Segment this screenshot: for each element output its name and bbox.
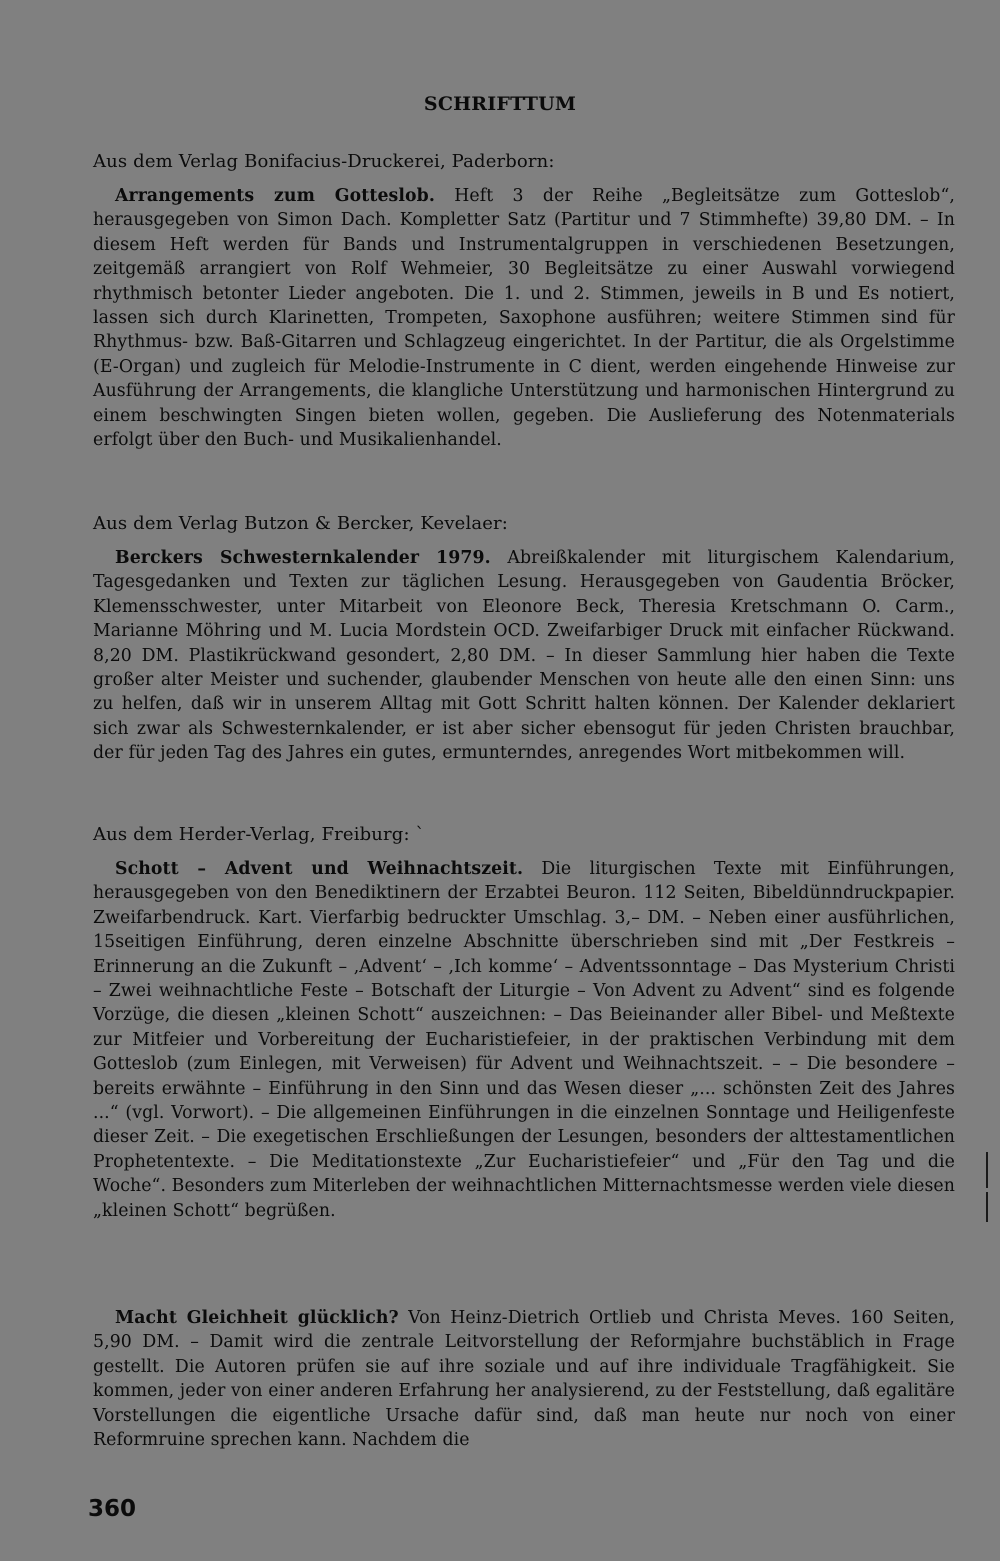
entry-text: Abreißkalender mit liturgischem Kalendarium, Tagesgedanken und Texten zur täglichen Lesung. Herausgegeben von Gaudentia Bröcker, Klemensschwester, unter Mitarbeit von Eleonore Beck, Theresia Kretschmann O. Carm., Marianne Möhring und M. Lucia Mordstein OCD. Zweifarbiger Druck mit einfacher Rückwand. 8,20 DM. Plastikrückwand gesondert, 2,80 DM. – In dieser Sammlung hier haben die Texte großer alter Meister und suchender, glaubender Menschen von heute alle den einen Sinn: uns zu helfen, daß wir in unserem Alltag mit Gott Schritt halten können. Der Kalender deklariert sich zwar als Schwesternkalender, er ist aber sicher ebensogut für jeden Christen brauchbar, der für jeden Tag des Jahres ein gutes, ermunterndes, anregendes Wort mitbekommen will. [93,548,955,764]
review-entry [93,184,955,452]
entry-text: Die liturgischen Texte mit Einführungen, herausgegeben von den Benediktinern der Erzabtei Beuron. 112 Seiten, Bibeldünndruckpapier. Zweifarbendruck. Kart. Vierfarbig bedruckter Umschlag. 3,– DM. – Neben einer ausführlichen, 15seitigen Einführung, deren einzelne Abschnitte überschrieben sind mit „Der Festkreis – Erinnerung an die Zukunft – ‚Advent‘ – ‚Ich komme‘ – Adventssonntage – Das Mysterium Christi – Zwei weihnachtliche Feste – Botschaft der Liturgie – Von Advent zu Advent“ sind es folgende Vorzüge, die diesen „kleinen Schott“ auszeichnen: – Das Beieinander aller Bibel- und Meßtexte zur Mitfeier und Vorbereitung der Eucharistiefeier, in der praktischen Verbindung mit dem Gotteslob (zum Einlegen, mit Verweisen) für Advent und Weihnachtszeit. – – Die besondere – bereits erwähnte – Einführung in den Sinn und das Wesen dieser „... schönsten Zeit des Jahres ...“ (vgl. Vorwort). – Die allgemeinen Einführungen in die einzelnen Sonntage und Heiligenfeste dieser Zeit. – Die exegetischen Erschließungen der Lesungen, besonders der alttestamentlichen Prophetentexte. – Die Meditationstexte „Zur Eucharistiefeier“ und „Für den Tag und die Woche“. Besonders zum Miterleben der weihnachtlichen Mitternachtsmesse werden viele diesen „kleinen Schott“ begrüßen. [93,859,955,1221]
page-title: SCHRIFTTUM [423,93,577,115]
publisher-heading: Aus dem Herder-Verlag, Freiburg: ` [93,824,425,845]
entry-text: Heft 3 der Reihe „Begleitsätze zum Gotteslob“, herausgegeben von Simon Dach. Kompletter Satz (Partitur und 7 Stimmhefte) 39,80 DM. – In diesem Heft werden für Bands und Instrumentalgruppen in verschiedenen Besetzungen, zeitgemäß arrangiert von Rolf Wehmeier, 30 Begleitsätze zu einer Auswahl vorwiegend rhythmisch betonter Lieder angeboten. Die 1. und 2. Stimmen, jeweils in B und Es notiert, lassen sich durch Klarinetten, Trompeten, Saxophone ausführen; weitere Stimmen sind für Rhythmus- bzw. Baß-Gitarren und Schlagzeug eingerichtet. In der Partitur, die als Orgelstimme (E-Organ) und zugleich für Melodie-Instrumente in C dient, werden eingehende Hinweise zur Ausführung der Arrangements, die klangliche Unterstützung und harmonischen Hintergrund zu einem beschwingten Singen bieten wollen, gegeben. Die Auslieferung des Notenmaterials erfolgt über den Buch- und Musikalienhandel. [93,186,955,451]
entry-title: Arrangements zum Gotteslob. [115,186,435,206]
publisher-heading: Aus dem Verlag Butzon & Bercker, Kevelaer: [93,513,509,534]
entry-title: Macht Gleichheit glücklich? [115,1308,399,1328]
review-entry [93,857,955,1223]
publisher-heading: Aus dem Verlag Bonifacius-Druckerei, Paderborn: [93,151,555,172]
margin-mark [986,1192,988,1222]
section-bonifacius [93,150,955,452]
section-herder [93,823,955,1223]
margin-mark [986,1152,988,1188]
page-number: 360 [88,1496,137,1522]
entry-text: Von Heinz-Dietrich Ortlieb und Christa Meves. 160 Seiten, 5,90 DM. – Damit wird die zentrale Leitvorstellung der Reformjahre buchstäblich in Frage gestellt. Die Autoren prüfen sie auf ihre soziale und auf ihre individuale Tragfähigkeit. Sie kommen, jeder von einer anderen Erfahrung her analysierend, zu der Feststellung, daß egalitäre Vorstellungen die eigentliche Ursache dafür sind, daß man heute nur noch von einer Reformruine sprechen kann. Nachdem die [93,1308,955,1451]
entry-title: Berckers Schwesternkalender 1979. [115,548,491,568]
section-butzon-bercker [93,512,955,766]
entry-title: Schott – Advent und Weihnachtszeit. [115,859,524,879]
review-entry [93,546,955,766]
review-entry [93,1306,955,1452]
section-herder-second [93,1306,955,1452]
